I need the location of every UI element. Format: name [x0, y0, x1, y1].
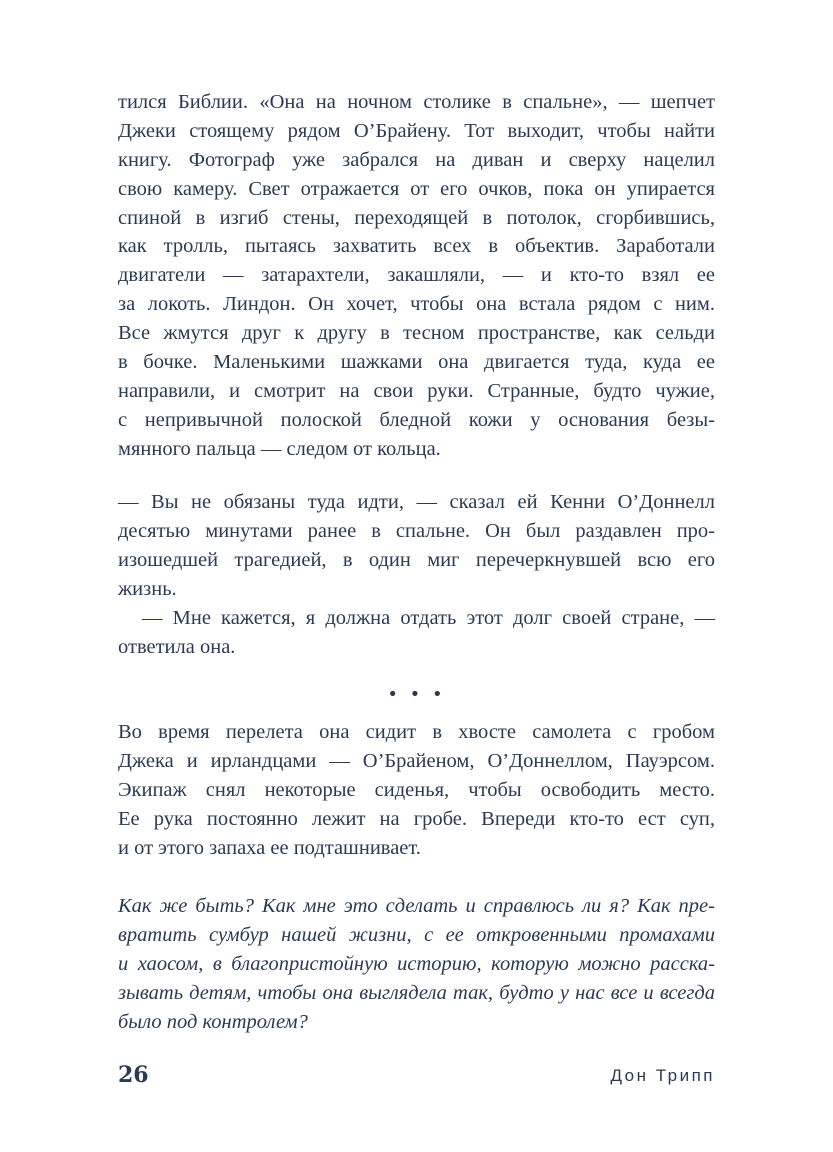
text-line: зывать детям, чтобы она выглядела так, будто у нас все и всегда — [118, 981, 715, 1004]
text-line: и от этого запаха ее подташнивает. — [118, 836, 421, 859]
text-line: вратить сумбур нашей жизни, с ее откровенными промахами — [118, 923, 715, 946]
text-line: книгу. Фотограф уже забрался на диван и сверху нацелил — [118, 148, 715, 171]
text-line: и хаосом, в благопристойную историю, которую можно расска- — [118, 952, 715, 975]
text-line: — Мне кажется, я должна отдать этот долг своей стране, — — [142, 607, 715, 629]
text-line: было под контролем? — [118, 1010, 308, 1033]
text-line: — Вы не обязаны туда идти, — сказал ей Кенни О’Доннелл — [118, 491, 715, 513]
text-line: свою камеру. Свет отражается от его очков, пока он упирается — [118, 177, 715, 200]
text-line: в бочке. Маленькими шажками она двигается туда, куда ее — [118, 351, 715, 374]
paragraph-5-italic — [118, 892, 715, 1036]
text-line: Джека и ирландцами — О’Брайеном, О’Доннеллом, Пауэрсом. — [118, 749, 715, 772]
text-line: десятью минутами ранее в спальне. Он был раздавлен про- — [118, 519, 715, 542]
text-line: Джеки стоящему рядом О’Брайену. Тот выходит, чтобы найти — [118, 119, 715, 142]
text-line: за локоть. Линдон. Он хочет, чтобы она встала рядом с ним. — [118, 293, 715, 316]
running-footer-author: Дон Трипп — [610, 1066, 715, 1085]
text-line: жизнь. — [118, 577, 177, 600]
paragraph-1 — [118, 88, 715, 464]
text-line: Все жмутся друг к другу в тесном пространстве, как сельди — [118, 322, 715, 345]
text-line: Как же быть? Как мне это сделать и справлюсь ли я? Как пре- — [118, 895, 715, 917]
text-line: спиной в изгиб стены, переходящей в потолок, сгорбившись, — [118, 206, 715, 229]
text-line: мянного пальца — следом от кольца. — [118, 437, 441, 460]
paragraph-2 — [118, 488, 715, 604]
paragraph-3 — [118, 604, 715, 662]
text-line: тился Библии. «Она на ночном столике в спальне», — шепчет — [118, 91, 715, 113]
text-line: Экипаж снял некоторые сиденья, чтобы освободить место. — [118, 778, 715, 801]
text-line: Во время перелета она сидит в хвосте самолета с гробом — [118, 721, 715, 743]
text-line: как тролль, пытаясь захватить всех в объектив. Заработали — [118, 235, 715, 258]
text-line: ответила она. — [118, 635, 236, 658]
text-line: с непривычной полоской бледной кожи у основания безы- — [118, 408, 715, 431]
section-break-ornament: • • • — [387, 684, 446, 705]
text-line: Ее рука постоянно лежит на гробе. Впереди кто-то ест суп, — [118, 807, 715, 830]
text-line: двигатели — затарахтели, закашляли, — и кто-то взял ее — [118, 264, 715, 287]
text-line: направили, и смотрит на свои руки. Странные, будто чужие, — [118, 379, 715, 402]
text-line: изошедшей трагедией, в один миг перечеркнувшей всю его — [118, 548, 715, 571]
page-number: 26 — [118, 1062, 149, 1088]
paragraph-4 — [118, 718, 715, 862]
